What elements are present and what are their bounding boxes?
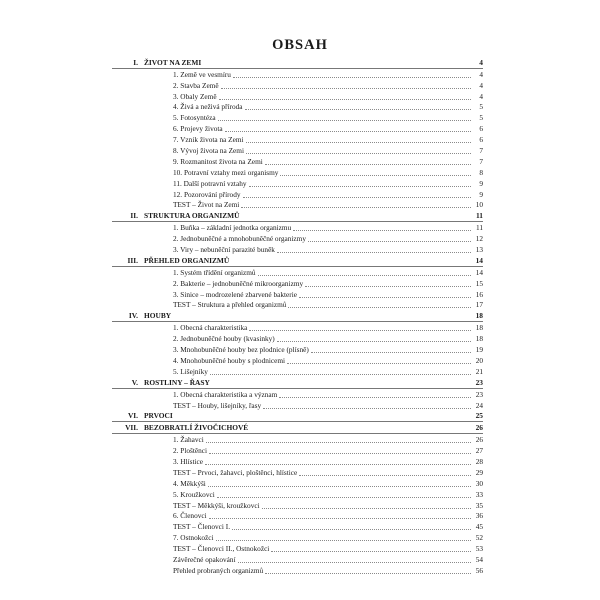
toc-entry bbox=[112, 565, 483, 576]
dot-leader bbox=[293, 229, 471, 231]
toc-chapter-number: IV. bbox=[128, 311, 138, 321]
toc-chapter bbox=[112, 57, 483, 69]
toc-entry bbox=[112, 80, 483, 91]
dot-leader bbox=[262, 507, 471, 509]
dot-leader bbox=[250, 430, 471, 431]
toc-entry bbox=[112, 333, 483, 344]
toc-page-number: 33 bbox=[475, 489, 483, 499]
dot-leader bbox=[219, 98, 471, 100]
toc-page-number: 16 bbox=[475, 289, 483, 299]
toc-page-number: 28 bbox=[475, 456, 483, 466]
toc-page-number: 4 bbox=[479, 80, 483, 90]
toc-page-number: 26 bbox=[475, 423, 483, 433]
toc-page-number: 53 bbox=[475, 544, 483, 554]
toc-entry bbox=[112, 222, 483, 233]
toc-label: Přehled probraných organizmů bbox=[173, 565, 264, 575]
toc-entry bbox=[112, 300, 483, 311]
toc-label: 6. Projevy života bbox=[173, 124, 223, 134]
toc-label: HOUBY bbox=[144, 311, 172, 321]
dot-leader bbox=[203, 65, 471, 66]
toc-page-number: 15 bbox=[475, 278, 483, 288]
toc-entry bbox=[112, 543, 483, 554]
toc-page-number: 29 bbox=[475, 467, 483, 477]
toc-page-number: 18 bbox=[475, 323, 483, 333]
toc-page-number: 5 bbox=[479, 113, 483, 123]
toc-page-number: 13 bbox=[475, 245, 483, 255]
toc-page-number: 18 bbox=[475, 311, 483, 321]
toc-label: TEST – Členovci I. bbox=[173, 522, 231, 532]
dot-leader bbox=[246, 152, 471, 154]
toc-label: BEZOBRATLÍ ŽIVOČICHOVÉ bbox=[144, 423, 249, 433]
toc-label: 3. Sinice – modrozelené zbarvené bakterie bbox=[173, 289, 297, 299]
toc-label: 3. Hlístice bbox=[173, 456, 203, 466]
toc-page-number: 6 bbox=[479, 135, 483, 145]
dot-leader bbox=[271, 550, 471, 552]
dot-leader bbox=[277, 251, 471, 253]
toc-chapter-number: II. bbox=[130, 211, 138, 221]
toc-entry bbox=[112, 521, 483, 532]
toc-label: ROSTLINY – ŘASY bbox=[144, 377, 210, 387]
toc-entry bbox=[112, 478, 483, 489]
toc-label: 3. Obaly Země bbox=[173, 91, 217, 101]
toc-label: 1. Systém třídění organizmů bbox=[173, 267, 256, 277]
toc-page-number: 7 bbox=[479, 156, 483, 166]
dot-leader bbox=[216, 539, 471, 541]
toc-page-number: 8 bbox=[479, 167, 483, 177]
toc-entry bbox=[112, 189, 483, 200]
toc-entry bbox=[112, 467, 483, 478]
toc-label: 2. Jednobuněčné a mnohobuněčné organizmy bbox=[173, 234, 306, 244]
dot-leader bbox=[299, 474, 471, 476]
toc-entry bbox=[112, 322, 483, 333]
toc-page-number: 30 bbox=[475, 478, 483, 488]
toc-label: 7. Vznik života na Zemi bbox=[173, 135, 244, 145]
toc-page-number: 26 bbox=[475, 435, 483, 445]
dot-leader bbox=[263, 407, 471, 409]
toc-label: 2. Jednobuněčné houby (kvasinky) bbox=[173, 334, 275, 344]
dot-leader bbox=[249, 329, 471, 331]
toc-entry bbox=[112, 532, 483, 543]
toc-entry bbox=[112, 456, 483, 467]
toc-label: PRVOCI bbox=[144, 411, 173, 421]
toc-entry bbox=[112, 91, 483, 102]
toc-page-number: 24 bbox=[475, 400, 483, 410]
dot-leader bbox=[218, 119, 471, 121]
toc-chapter bbox=[112, 210, 483, 222]
toc-page-number: 11 bbox=[476, 211, 483, 221]
toc-label: 1. Země ve vesmíru bbox=[173, 69, 231, 79]
toc-label: 4. Mnohobuněčné houby s plodnicemi bbox=[173, 355, 286, 365]
toc-chapter-number: VI. bbox=[127, 411, 138, 421]
toc-label: TEST – Houby, lišejníky, řasy bbox=[173, 400, 262, 410]
toc-page-number: 11 bbox=[475, 223, 483, 233]
toc-label: 5. Fotosyntéza bbox=[173, 113, 216, 123]
dot-leader bbox=[238, 561, 471, 563]
toc-page-number: 54 bbox=[475, 554, 483, 564]
dot-leader bbox=[175, 418, 471, 419]
toc-label: ŽIVOT NA ZEMI bbox=[144, 57, 202, 67]
toc-label: 4. Měkkýši bbox=[173, 478, 206, 488]
toc-entry bbox=[112, 278, 483, 289]
toc-label: 3. Mnohobuněčné houby bez plodnice (plísně) bbox=[173, 345, 309, 355]
toc-label: 3. Viry – nebuněční parazité buněk bbox=[173, 245, 275, 255]
toc-entry bbox=[112, 200, 483, 211]
toc-entry bbox=[112, 445, 483, 456]
toc-chapter-number: I. bbox=[133, 57, 138, 67]
toc-label: 12. Pozorování přírody bbox=[173, 189, 241, 199]
toc-page-number: 27 bbox=[475, 446, 483, 456]
toc-page-number: 4 bbox=[479, 69, 483, 79]
toc-entry bbox=[112, 267, 483, 278]
toc-page-number: 14 bbox=[475, 255, 483, 265]
toc-entry bbox=[112, 156, 483, 167]
toc-label: Závěrečné opakování bbox=[173, 554, 236, 564]
toc-entry bbox=[112, 102, 483, 113]
toc-entry bbox=[112, 434, 483, 445]
toc-page-number: 6 bbox=[479, 124, 483, 134]
toc-entry bbox=[112, 511, 483, 522]
toc-page-number: 56 bbox=[475, 565, 483, 575]
toc-label: 2. Bakterie – jednobuněčné mikroorganizmy bbox=[173, 278, 304, 288]
dot-leader bbox=[241, 218, 471, 219]
toc-label: PŘEHLED ORGANIZMŮ bbox=[144, 255, 230, 265]
toc-chapter bbox=[112, 422, 483, 434]
page-title: OBSAH bbox=[272, 37, 328, 53]
toc-entry bbox=[112, 145, 483, 156]
toc-entry bbox=[112, 123, 483, 134]
toc-chapter bbox=[112, 377, 483, 389]
toc-entry bbox=[112, 344, 483, 355]
dot-leader bbox=[279, 396, 471, 398]
toc-entry bbox=[112, 554, 483, 565]
toc-chapter-number: VII. bbox=[125, 423, 138, 433]
toc-entry bbox=[112, 244, 483, 255]
toc-page-number: 23 bbox=[475, 377, 483, 387]
toc-label: TEST – Život na Zemi bbox=[173, 200, 240, 210]
toc-entry bbox=[112, 178, 483, 189]
dot-leader bbox=[280, 174, 471, 176]
dot-leader bbox=[288, 306, 471, 308]
dot-leader bbox=[205, 463, 471, 465]
toc-label: STRUKTURA ORGANIZMŮ bbox=[144, 211, 240, 221]
toc-label: 4. Živá a neživá příroda bbox=[173, 102, 243, 112]
toc-entry bbox=[112, 500, 483, 511]
dot-leader bbox=[299, 296, 471, 298]
toc-page-number: 7 bbox=[479, 146, 483, 156]
toc-page-number: 9 bbox=[479, 189, 483, 199]
toc-label: 9. Rozmanitost života na Zemi bbox=[173, 156, 263, 166]
toc-page-number: 14 bbox=[475, 267, 483, 277]
dot-leader bbox=[246, 141, 471, 143]
toc-label: 1. Obecná charakteristika a význam bbox=[173, 389, 278, 399]
dot-leader bbox=[231, 263, 471, 264]
toc-page-number: 18 bbox=[475, 334, 483, 344]
dot-leader bbox=[173, 318, 471, 319]
dot-leader bbox=[221, 87, 471, 89]
toc-page-number: 10 bbox=[475, 200, 483, 210]
dot-leader bbox=[233, 76, 471, 78]
toc-chapter-number: V. bbox=[131, 377, 138, 387]
toc-entry bbox=[112, 489, 483, 500]
toc-chapter bbox=[112, 255, 483, 267]
toc-page-number: 52 bbox=[475, 533, 483, 543]
toc-page-number: 19 bbox=[475, 345, 483, 355]
toc-page-number: 35 bbox=[475, 500, 483, 510]
toc-chapter bbox=[112, 310, 483, 322]
toc-label: 7. Ostnokožci bbox=[173, 533, 214, 543]
toc-label: 8. Vývoj života na Zemi bbox=[173, 146, 244, 156]
toc-label: TEST – Členovci II., Ostnokožci bbox=[173, 544, 270, 554]
toc-page-number: 17 bbox=[475, 300, 483, 310]
toc-entry bbox=[112, 167, 483, 178]
dot-leader bbox=[245, 108, 472, 110]
toc-entry bbox=[112, 134, 483, 145]
toc-page-number: 5 bbox=[479, 102, 483, 112]
toc-label: TEST – Měkkýši, kroužkovci bbox=[173, 500, 260, 510]
toc-entry bbox=[112, 400, 483, 411]
toc-label: 5. Lišejníky bbox=[173, 366, 208, 376]
toc-label: 1. Žahavci bbox=[173, 435, 204, 445]
toc-entry bbox=[112, 233, 483, 244]
dot-leader bbox=[241, 206, 471, 208]
toc-label: 10. Potravní vztahy mezi organismy bbox=[173, 167, 279, 177]
dot-leader bbox=[277, 340, 471, 342]
dot-leader bbox=[305, 285, 471, 287]
toc-label: 2. Stavba Země bbox=[173, 80, 219, 90]
dot-leader bbox=[209, 452, 471, 454]
toc-label: 11. Další potravní vztahy bbox=[173, 178, 247, 188]
dot-leader bbox=[308, 240, 471, 242]
toc-label: TEST – Prvoci, žahavci, ploštěnci, hlístice bbox=[173, 467, 298, 477]
dot-leader bbox=[232, 528, 471, 530]
toc-page-number: 45 bbox=[475, 522, 483, 532]
toc-label: 6. Členovci bbox=[173, 511, 207, 521]
dot-leader bbox=[311, 351, 471, 353]
dot-leader bbox=[209, 517, 471, 519]
dot-leader bbox=[206, 441, 471, 443]
toc-page-number: 12 bbox=[475, 234, 483, 244]
toc-entry bbox=[112, 366, 483, 377]
toc-label: 2. Ploštěnci bbox=[173, 446, 208, 456]
toc-entry bbox=[112, 69, 483, 80]
dot-leader bbox=[212, 385, 471, 386]
dot-leader bbox=[243, 196, 472, 198]
dot-leader bbox=[265, 163, 471, 165]
toc-entry bbox=[112, 389, 483, 400]
toc-label: 1. Obecná charakteristika bbox=[173, 323, 248, 333]
toc-label: 5. Kroužkovci bbox=[173, 489, 215, 499]
dot-leader bbox=[225, 130, 471, 132]
toc-entry bbox=[112, 289, 483, 300]
toc-chapter bbox=[112, 411, 483, 423]
dot-leader bbox=[265, 572, 471, 574]
dot-leader bbox=[287, 362, 471, 364]
table-of-contents bbox=[112, 57, 483, 576]
toc-page-number: 4 bbox=[479, 57, 483, 67]
toc-label: TEST – Struktura a přehled organizmů bbox=[173, 300, 287, 310]
toc-page-number: 20 bbox=[475, 355, 483, 365]
dot-leader bbox=[208, 485, 471, 487]
dot-leader bbox=[249, 185, 472, 187]
toc-entry bbox=[112, 112, 483, 123]
toc-page-number: 36 bbox=[475, 511, 483, 521]
toc-entry bbox=[112, 355, 483, 366]
toc-label: 1. Buňka – základní jednotka organizmu bbox=[173, 223, 292, 233]
toc-page-number: 9 bbox=[479, 178, 483, 188]
toc-page-number: 21 bbox=[475, 366, 483, 376]
dot-leader bbox=[258, 274, 471, 276]
toc-page-number: 4 bbox=[479, 91, 483, 101]
toc-page-number: 25 bbox=[475, 411, 483, 421]
dot-leader bbox=[210, 373, 471, 375]
toc-chapter-number: III. bbox=[127, 255, 138, 265]
dot-leader bbox=[217, 496, 471, 498]
toc-page-number: 23 bbox=[475, 389, 483, 399]
